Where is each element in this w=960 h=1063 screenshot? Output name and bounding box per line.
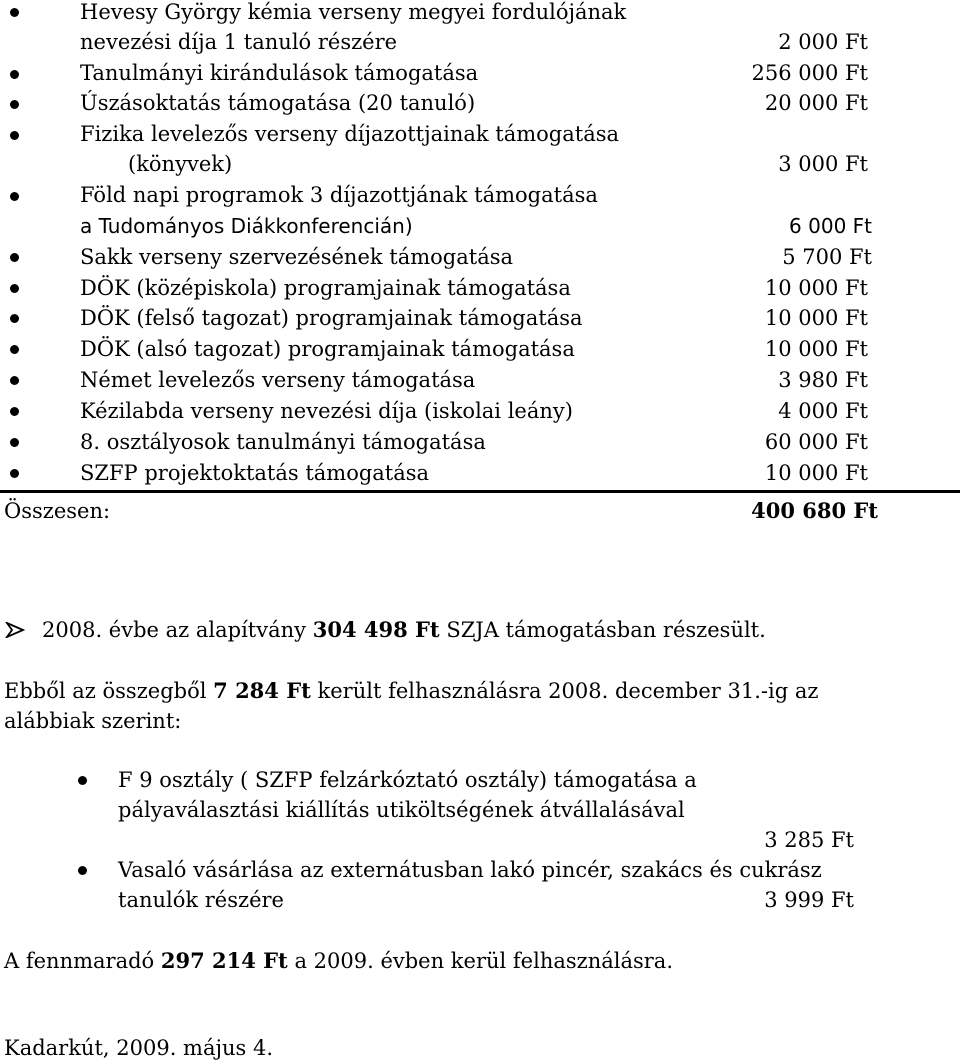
list-item-text: Fizika levelezős verseny díjazottjainak támogatása: [80, 122, 620, 146]
szja-line: [42, 615, 766, 645]
bullet-icon: [10, 345, 19, 354]
list-item-amount: 256 000 Ft: [751, 61, 868, 85]
list-item-amount: 10 000 Ft: [764, 337, 868, 361]
total-amount: 400 680 Ft: [751, 498, 878, 523]
total-label: Összesen:: [4, 499, 111, 523]
list-item-text: Kézilabda verseny nevezési díja (iskolai leány): [80, 399, 573, 423]
arrow-bullet-icon: [5, 622, 25, 638]
list-item-amount: 3 000 Ft: [778, 152, 868, 176]
list-item-text: 8. osztályosok tanulmányi támogatása: [80, 430, 486, 454]
list-item-text: Tanulmányi kirándulások támogatása: [80, 61, 479, 85]
list-item-text: Sakk verseny szervezésének támogatása: [80, 245, 514, 269]
list-item-text: Német levelezős verseny támogatása: [80, 368, 476, 392]
list-item-amount: 5 700 Ft: [782, 245, 872, 269]
remaining-post: a 2009. évben kerül felhasználásra.: [294, 949, 674, 973]
remaining-line: [4, 946, 673, 976]
bullet-icon: [10, 253, 19, 262]
list-item-text: DÖK (felső tagozat) programjainak támogatása: [80, 306, 583, 330]
list-item-amount: 10 000 Ft: [764, 276, 868, 300]
bullet-icon: [10, 8, 19, 17]
bullet-icon: [10, 284, 19, 293]
sub-item-text: Vasaló vásárlása az externátusban lakó pincér, szakács és cukrász: [118, 858, 822, 882]
list-item-text: nevezési díja 1 tanuló részére: [80, 30, 398, 54]
list-item-amount: 3 980 Ft: [778, 368, 868, 392]
sub-item-text: pályaválasztási kiállítás utiköltségének átvállalásával: [118, 798, 685, 822]
bullet-icon: [10, 314, 19, 323]
bullet-icon: [78, 776, 87, 785]
list-item-amount: 20 000 Ft: [764, 91, 868, 115]
usage-pre: Ebből az összegből: [4, 679, 207, 703]
bullet-icon: [10, 131, 19, 140]
bullet-icon: [10, 100, 19, 109]
usage-amount: 7 284 Ft: [213, 678, 311, 703]
list-item-text: Hevesy György kémia verseny megyei fordulójának: [80, 0, 627, 24]
usage-line-2: alábbiak szerint:: [4, 709, 182, 733]
sub-item-amount: 3 285 Ft: [764, 828, 854, 852]
bullet-icon: [10, 376, 19, 385]
list-item-text: SZFP projektoktatás támogatása: [80, 461, 430, 485]
sub-item-text: F 9 osztály ( SZFP felzárkóztató osztály) támogatása a: [118, 768, 697, 792]
list-item-amount: 10 000 Ft: [764, 306, 868, 330]
bullet-icon: [10, 70, 19, 79]
bullet-icon: [78, 866, 87, 875]
list-item-amount: 10 000 Ft: [764, 461, 868, 485]
list-item-text: DÖK (középiskola) programjainak támogatása: [80, 276, 571, 300]
list-item-amount: 4 000 Ft: [778, 399, 868, 423]
remaining-pre: A fennmaradó: [4, 949, 155, 973]
szja-amount: 304 498 Ft: [312, 617, 440, 642]
list-item-text: Úszásoktatás támogatása (20 tanuló): [80, 91, 476, 115]
szja-post: SZJA támogatásban részesült.: [446, 618, 766, 642]
list-item-text: (könyvek): [128, 152, 233, 176]
list-item-text: Föld napi programok 3 díjazottjának támogatása: [80, 183, 598, 207]
usage-post: került felhasználásra 2008. december 31.-ig az: [317, 679, 819, 703]
bullet-icon: [10, 438, 19, 447]
list-item-amount: 6 000 Ft: [789, 214, 872, 238]
place-date: Kadarkút, 2009. május 4.: [4, 1036, 274, 1060]
list-item-amount: 60 000 Ft: [764, 430, 868, 454]
remaining-amount: 297 214 Ft: [160, 948, 288, 973]
bullet-icon: [10, 192, 19, 201]
bullet-icon: [10, 407, 19, 416]
list-item-text: a Tudományos Diákkonferencián): [80, 214, 413, 238]
list-item-amount: 2 000 Ft: [778, 30, 868, 54]
sub-item-amount: 3 999 Ft: [764, 888, 854, 912]
list-item-text: DÖK (alsó tagozat) programjainak támogatása: [80, 337, 575, 361]
sub-item-text: tanulók részére: [118, 888, 284, 912]
szja-pre: 2008. évbe az alapítvány: [42, 618, 307, 642]
bullet-icon: [10, 469, 19, 478]
usage-line: [4, 676, 818, 706]
total-divider: [0, 490, 960, 493]
